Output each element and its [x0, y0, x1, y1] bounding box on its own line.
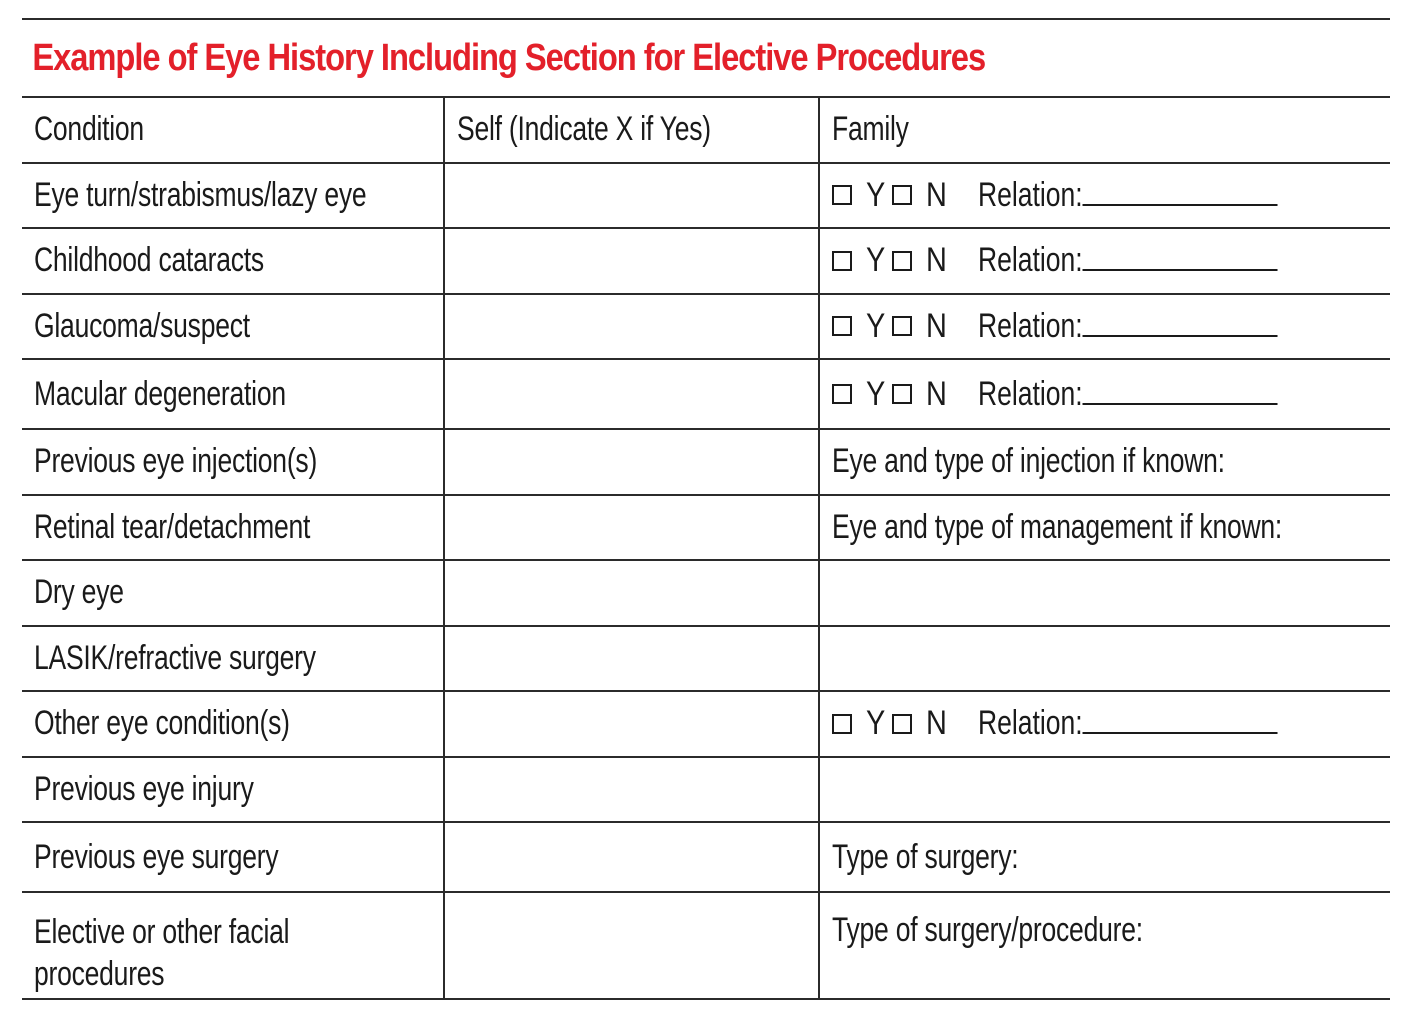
relation-field[interactable] — [978, 704, 1278, 743]
no-checkbox[interactable] — [892, 185, 912, 205]
form-title: Example of Eye History Including Section for Elective Procedures — [32, 36, 986, 79]
relation-label: Relation: — [978, 241, 1083, 280]
table-row — [22, 626, 1390, 692]
table-row — [22, 560, 1390, 626]
self-cell[interactable] — [444, 691, 819, 757]
condition-cell: Dry eye — [22, 560, 444, 626]
family-cell[interactable] — [819, 560, 1390, 626]
self-cell[interactable] — [444, 892, 819, 999]
eye-history-form — [22, 18, 1390, 1000]
yes-checkbox[interactable] — [832, 384, 852, 404]
family-cell — [819, 163, 1390, 229]
yes-label: Y — [866, 175, 886, 214]
condition-cell: Previous eye injection(s) — [22, 429, 444, 495]
table-row — [22, 163, 1390, 229]
condition-cell: Macular degeneration — [22, 359, 444, 429]
yes-checkbox[interactable] — [832, 185, 852, 205]
yes-label: Y — [866, 241, 886, 280]
no-label: N — [926, 175, 947, 214]
yes-checkbox[interactable] — [832, 316, 852, 336]
relation-label: Relation: — [978, 175, 1083, 214]
no-label: N — [926, 704, 947, 743]
table-row — [22, 495, 1390, 561]
relation-field[interactable] — [978, 307, 1278, 346]
self-cell[interactable] — [444, 560, 819, 626]
eye-history-table — [22, 96, 1390, 1000]
table-row — [22, 228, 1390, 294]
header-condition: Condition — [22, 97, 444, 163]
self-cell[interactable] — [444, 228, 819, 294]
no-checkbox[interactable] — [892, 316, 912, 336]
table-row — [22, 822, 1390, 892]
header-row — [22, 97, 1390, 163]
yes-label: Y — [866, 374, 886, 413]
self-cell[interactable] — [444, 822, 819, 892]
family-cell[interactable] — [819, 757, 1390, 823]
condition-cell: Retinal tear/detachment — [22, 495, 444, 561]
condition-cell: Elective or other facial procedures — [22, 892, 444, 999]
family-cell[interactable]: Eye and type of injection if known: — [819, 429, 1390, 495]
relation-label: Relation: — [978, 306, 1083, 345]
family-cell — [819, 691, 1390, 757]
yes-label: Y — [866, 704, 886, 743]
no-checkbox[interactable] — [892, 251, 912, 271]
relation-field[interactable] — [978, 176, 1278, 215]
condition-cell: Glaucoma/suspect — [22, 294, 444, 360]
condition-cell: Eye turn/strabismus/lazy eye — [22, 163, 444, 229]
relation-field[interactable] — [978, 375, 1278, 414]
condition-cell: LASIK/refractive surgery — [22, 626, 444, 692]
no-checkbox[interactable] — [892, 384, 912, 404]
family-cell[interactable] — [819, 626, 1390, 692]
family-cell[interactable]: Eye and type of management if known: — [819, 495, 1390, 561]
self-cell[interactable] — [444, 359, 819, 429]
self-cell[interactable] — [444, 429, 819, 495]
condition-cell: Other eye condition(s) — [22, 691, 444, 757]
table-row — [22, 359, 1390, 429]
self-cell[interactable] — [444, 294, 819, 360]
table-row — [22, 892, 1390, 999]
header-family: Family — [819, 97, 1390, 163]
no-label: N — [926, 241, 947, 280]
yes-checkbox[interactable] — [832, 251, 852, 271]
family-cell[interactable]: Type of surgery: — [819, 822, 1390, 892]
header-self: Self (Indicate X if Yes) — [444, 97, 819, 163]
table-row — [22, 691, 1390, 757]
condition-cell: Previous eye injury — [22, 757, 444, 823]
no-label: N — [926, 374, 947, 413]
self-cell[interactable] — [444, 757, 819, 823]
condition-cell: Previous eye surgery — [22, 822, 444, 892]
family-cell — [819, 359, 1390, 429]
relation-label: Relation: — [978, 704, 1083, 743]
yes-label: Y — [866, 306, 886, 345]
self-cell[interactable] — [444, 626, 819, 692]
family-cell — [819, 294, 1390, 360]
table-row — [22, 757, 1390, 823]
self-cell[interactable] — [444, 495, 819, 561]
self-cell[interactable] — [444, 163, 819, 229]
table-row — [22, 429, 1390, 495]
family-cell[interactable]: Type of surgery/procedure: — [819, 892, 1390, 999]
no-checkbox[interactable] — [892, 714, 912, 734]
relation-label: Relation: — [978, 374, 1083, 413]
relation-field[interactable] — [978, 241, 1278, 280]
yes-checkbox[interactable] — [832, 714, 852, 734]
no-label: N — [926, 306, 947, 345]
table-row — [22, 294, 1390, 360]
condition-cell: Childhood cataracts — [22, 228, 444, 294]
family-cell — [819, 228, 1390, 294]
